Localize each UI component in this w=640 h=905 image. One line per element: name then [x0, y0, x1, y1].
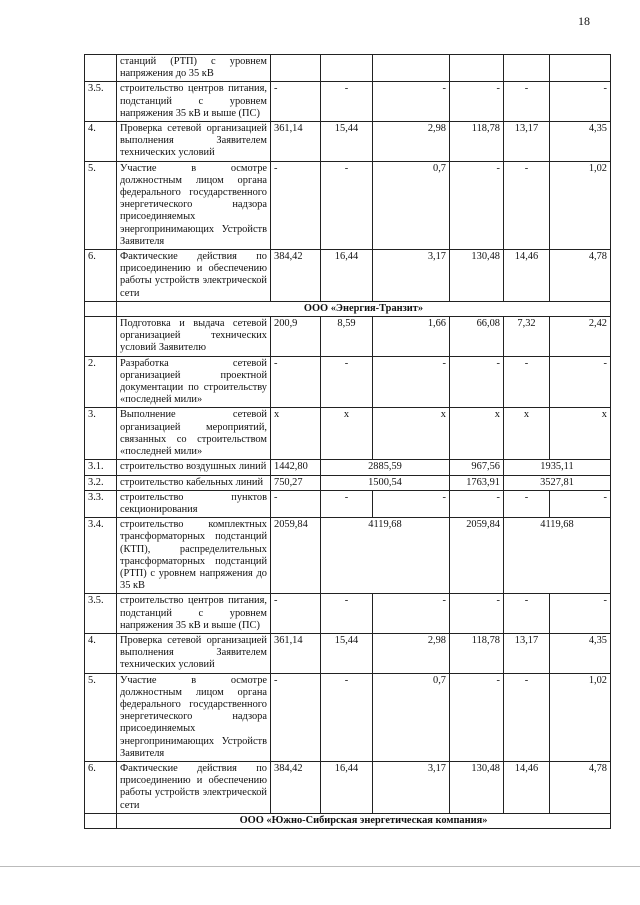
value-cell: 15,44 — [321, 633, 373, 673]
table-row — [85, 490, 611, 517]
table-row — [85, 82, 611, 122]
page-number: 18 — [578, 14, 590, 28]
table-row — [85, 518, 611, 594]
value-cell: - — [271, 490, 321, 517]
row-description: строительство центров питания, подстанций с уровнем напряжения 35 кВ и выше (ПС) — [117, 82, 271, 122]
value-cell: 2,98 — [373, 633, 450, 673]
value-cell: - — [271, 161, 321, 249]
value-cell — [373, 55, 450, 82]
value-cell: 2059,84 — [271, 518, 321, 594]
value-cell: 4,35 — [550, 633, 611, 673]
row-number: 5. — [85, 161, 117, 249]
value-cell: 130,48 — [450, 250, 504, 302]
value-cell: - — [504, 673, 550, 761]
row-description: Проверка сетевой организацией выполнения Заявителем технических условий — [117, 122, 271, 162]
value-cell: - — [271, 82, 321, 122]
row-description: Подготовка и выдача сетевой организацией технических условий Заявителю — [117, 317, 271, 357]
value-cell: - — [504, 356, 550, 408]
table-section-mid — [85, 317, 611, 460]
org-row — [85, 813, 611, 828]
value-cell-merged: 2885,59 — [321, 460, 450, 475]
value-cell-merged: 3527,81 — [504, 475, 611, 490]
value-cell: - — [450, 82, 504, 122]
value-cell: 200,9 — [271, 317, 321, 357]
row-number: 3.5. — [85, 594, 117, 634]
value-cell: - — [321, 161, 373, 249]
value-cell-merged: 1935,11 — [504, 460, 611, 475]
row-description: Проверка сетевой организацией выполнения Заявителем технических условий — [117, 633, 271, 673]
value-cell: - — [450, 356, 504, 408]
value-cell: x — [271, 408, 321, 460]
value-cell: - — [450, 490, 504, 517]
value-cell: x — [504, 408, 550, 460]
value-cell: - — [450, 161, 504, 249]
value-cell: x — [321, 408, 373, 460]
value-cell: x — [373, 408, 450, 460]
value-cell: 15,44 — [321, 122, 373, 162]
value-cell: 2,98 — [373, 122, 450, 162]
value-cell: 967,56 — [450, 460, 504, 475]
value-cell: - — [550, 490, 611, 517]
row-description: Фактические действия по присоединению и обеспечению работы устройств электрической сети — [117, 761, 271, 813]
value-cell: 118,78 — [450, 122, 504, 162]
value-cell: 3,17 — [373, 761, 450, 813]
row-number — [85, 55, 117, 82]
row-number — [85, 317, 117, 357]
row-description: Фактические действия по присоединению и обеспечению работы устройств электрической сети — [117, 250, 271, 302]
value-cell: - — [504, 82, 550, 122]
org-num-cell — [85, 301, 117, 316]
row-number: 4. — [85, 122, 117, 162]
org-row — [85, 301, 611, 316]
row-number: 4. — [85, 633, 117, 673]
row-description: станций (РТП) с уровнем напряжения до 35 кВ — [117, 55, 271, 82]
row-description: строительство кабельных линий — [117, 475, 271, 490]
value-cell: - — [321, 82, 373, 122]
row-number: 5. — [85, 673, 117, 761]
table-row — [85, 55, 611, 82]
table-section-merged — [85, 460, 611, 490]
value-cell: 384,42 — [271, 250, 321, 302]
org-header-energy-transit — [85, 301, 611, 316]
tariff-table — [84, 54, 611, 829]
value-cell: 13,17 — [504, 122, 550, 162]
value-cell: x — [550, 408, 611, 460]
table-section-top — [85, 55, 611, 302]
value-cell — [450, 55, 504, 82]
row-description: Разработка сетевой организацией проектной документации по строительству «последней мили» — [117, 356, 271, 408]
value-cell: - — [550, 594, 611, 634]
org-name: ООО «Энергия-Транзит» — [117, 301, 611, 316]
table-section-34 — [85, 518, 611, 594]
row-description: строительство центров питания, подстанций с уровнем напряжения 35 кВ и выше (ПС) — [117, 594, 271, 634]
value-cell: 130,48 — [450, 761, 504, 813]
value-cell: - — [271, 594, 321, 634]
value-cell: 361,14 — [271, 633, 321, 673]
value-cell: - — [373, 490, 450, 517]
value-cell: 1442,80 — [271, 460, 321, 475]
value-cell: - — [504, 161, 550, 249]
table-row — [85, 460, 611, 475]
value-cell: 2059,84 — [450, 518, 504, 594]
value-cell — [271, 55, 321, 82]
row-number: 6. — [85, 250, 117, 302]
row-description: Участие в осмотре должностным лицом органа федерального государственного энергетического надзора присоединяемых энергопринимающих Устройств Заявителя — [117, 673, 271, 761]
value-cell: 118,78 — [450, 633, 504, 673]
value-cell: 16,44 — [321, 761, 373, 813]
value-cell: - — [373, 356, 450, 408]
value-cell-merged: 4119,68 — [321, 518, 450, 594]
row-description: строительство пунктов секционирования — [117, 490, 271, 517]
value-cell — [550, 55, 611, 82]
value-cell: x — [450, 408, 504, 460]
row-number: 3.1. — [85, 460, 117, 475]
row-number: 3.2. — [85, 475, 117, 490]
value-cell: - — [373, 82, 450, 122]
table-row — [85, 594, 611, 634]
value-cell: - — [271, 673, 321, 761]
value-cell: - — [321, 673, 373, 761]
value-cell: - — [450, 673, 504, 761]
value-cell: 14,46 — [504, 250, 550, 302]
value-cell: 66,08 — [450, 317, 504, 357]
value-cell: 4,78 — [550, 761, 611, 813]
value-cell: - — [321, 356, 373, 408]
value-cell: 8,59 — [321, 317, 373, 357]
row-number: 6. — [85, 761, 117, 813]
value-cell: - — [321, 490, 373, 517]
value-cell: 750,27 — [271, 475, 321, 490]
value-cell: 1,66 — [373, 317, 450, 357]
table-section-33 — [85, 490, 611, 517]
value-cell: 2,42 — [550, 317, 611, 357]
value-cell: - — [550, 82, 611, 122]
table-row — [85, 161, 611, 249]
table-section-bottom — [85, 594, 611, 813]
table-row — [85, 250, 611, 302]
org-header-south-siberian — [85, 813, 611, 828]
value-cell: 13,17 — [504, 633, 550, 673]
row-number: 3.5. — [85, 82, 117, 122]
value-cell: 4,35 — [550, 122, 611, 162]
row-number: 3.4. — [85, 518, 117, 594]
table-row — [85, 633, 611, 673]
row-description: строительство воздушных линий — [117, 460, 271, 475]
page-bottom-rule — [0, 866, 640, 867]
value-cell: 1,02 — [550, 161, 611, 249]
value-cell: 1,02 — [550, 673, 611, 761]
value-cell: 16,44 — [321, 250, 373, 302]
value-cell-merged: 1500,54 — [321, 475, 450, 490]
value-cell: 0,7 — [373, 161, 450, 249]
table-row — [85, 761, 611, 813]
value-cell: 384,42 — [271, 761, 321, 813]
row-number: 2. — [85, 356, 117, 408]
row-description: Выполнение сетевой организацией мероприятий, связанных со строительством «последней мили» — [117, 408, 271, 460]
table-row — [85, 673, 611, 761]
value-cell: 3,17 — [373, 250, 450, 302]
value-cell: 0,7 — [373, 673, 450, 761]
table-row — [85, 408, 611, 460]
row-description: Участие в осмотре должностным лицом органа федерального государственного энергетического надзора присоединяемых энергопринимающих Устройств Заявителя — [117, 161, 271, 249]
table-row — [85, 317, 611, 357]
row-description: строительство комплектных трансформаторных подстанций (КТП), распределительных трансформаторных подстанций (РТП) с уровнем напряжения до 35 кВ — [117, 518, 271, 594]
value-cell — [504, 55, 550, 82]
value-cell-merged: 4119,68 — [504, 518, 611, 594]
value-cell: - — [321, 594, 373, 634]
table-row — [85, 356, 611, 408]
value-cell: - — [504, 594, 550, 634]
value-cell: - — [504, 490, 550, 517]
value-cell: - — [373, 594, 450, 634]
table-row — [85, 122, 611, 162]
row-number: 3. — [85, 408, 117, 460]
value-cell: 4,78 — [550, 250, 611, 302]
value-cell: - — [450, 594, 504, 634]
value-cell: 14,46 — [504, 761, 550, 813]
table-row — [85, 475, 611, 490]
value-cell: - — [271, 356, 321, 408]
org-name: ООО «Южно-Сибирская энергетическая компания» — [117, 813, 611, 828]
value-cell: 7,32 — [504, 317, 550, 357]
row-number: 3.3. — [85, 490, 117, 517]
value-cell — [321, 55, 373, 82]
value-cell: - — [550, 356, 611, 408]
value-cell: 361,14 — [271, 122, 321, 162]
value-cell: 1763,91 — [450, 475, 504, 490]
org-num-cell — [85, 813, 117, 828]
